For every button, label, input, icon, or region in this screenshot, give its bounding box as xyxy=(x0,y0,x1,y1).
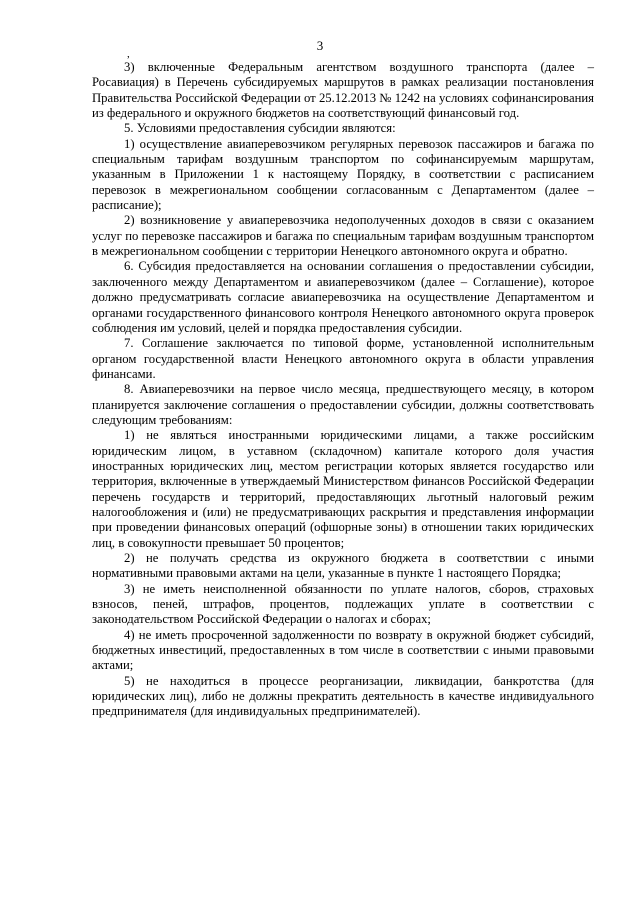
paragraph-section-6: 6. Субсидия предоставляется на основании соглашения о предоставлении субсидии, заключенного между Департаментом и авиаперевозчиком (далее – Соглашение), которое должно предусматривать согласие авиаперевозчика на осуществление Департаментом и органами государственного финансового контроля Ненецкого автономного округа проверок соблюдения им условий, целей и порядка предоставления субсидии. xyxy=(92,259,594,335)
paragraph-requirement-5: 5) не находиться в процессе реорганизации, ликвидации, банкротства (для юридических лиц), либо не должны прекратить деятельность в качестве индивидуального предпринимателя (для индивидуальных предпринимателей). xyxy=(92,673,594,719)
paragraph-requirement-1: 1) не являться иностранными юридическими лицами, а также российским юридическим лицом, в уставном (складочном) капитале которого доля участия иностранных юридических лиц, местом регистрации которых является государство или территория, включенные в утверждаемый Министерством финансов Российской Федерации перечень государств и территорий, предоставляющих льготный налоговый режим налогообложения и (или) не предусматривающих раскрытия и представления информации при проведении финансовых операций (офшорные зоны) в отношении таких юридических лиц, в совокупности превышает 50 процентов; xyxy=(92,428,594,550)
paragraph-condition-2: 2) возникновение у авиаперевозчика недополученных доходов в связи с оказанием услуг по перевозке пассажиров и багажа по специальным тарифам воздушным транспортом в межрегиональном сообщении с территории Ненецкого автономного округа и обратно. xyxy=(92,213,594,259)
paragraph-condition-1: 1) осуществление авиаперевозчиком регулярных перевозок пассажиров и багажа по специальным тарифам воздушным транспортом по софинансируемым маршрутам, указанным в Приложении 1 к настоящему Порядку, в соответствии с расписанием перевозок в межрегиональном сообщении согласованным с Департаментом (далее – расписание); xyxy=(92,136,594,213)
stray-mark: , xyxy=(127,48,130,60)
document-body xyxy=(92,60,594,720)
paragraph-requirement-3: 3) не иметь неисполненной обязанности по уплате налогов, сборов, страховых взносов, пеней, штрафов, процентов, подлежащих уплате в соответствии с законодательством Российской Федерации о налогах и сборах; xyxy=(92,581,594,627)
paragraph-section-8: 8. Авиаперевозчики на первое число месяца, предшествующего месяцу, в котором планируется заключение соглашения о предоставлении субсидии, должны соответствовать следующим требованиям: xyxy=(92,382,594,427)
page-number: 3 xyxy=(316,38,324,53)
paragraph-section-7: 7. Соглашение заключается по типовой форме, установленной исполнительным органом государственной власти Ненецкого автономного округа в области управления финансами. xyxy=(92,336,594,381)
paragraph-requirement-4: 4) не иметь просроченной задолженности по возврату в окружной бюджет субсидий, бюджетных инвестиций, предоставленных в том числе в соответствии с иными правовыми актами; xyxy=(92,627,594,673)
paragraph-section-5: 5. Условиями предоставления субсидии являются: xyxy=(124,121,396,136)
paragraph-item-3: 3) включенные Федеральным агентством воздушного транспорта (далее – Росавиация) в Перечень субсидируемых маршрутов в рамках реализации постановления Правительства Российской Федерации от 25.12.2013 № 1242 на условиях софинансирования из федерального и окружного бюджетов на соответствующий финансовый год. xyxy=(92,60,594,121)
paragraph-requirement-2: 2) не получать средства из окружного бюджета в соответствии с иными нормативными правовыми актами на цели, указанные в пункте 1 настоящего Порядка; xyxy=(92,551,594,581)
